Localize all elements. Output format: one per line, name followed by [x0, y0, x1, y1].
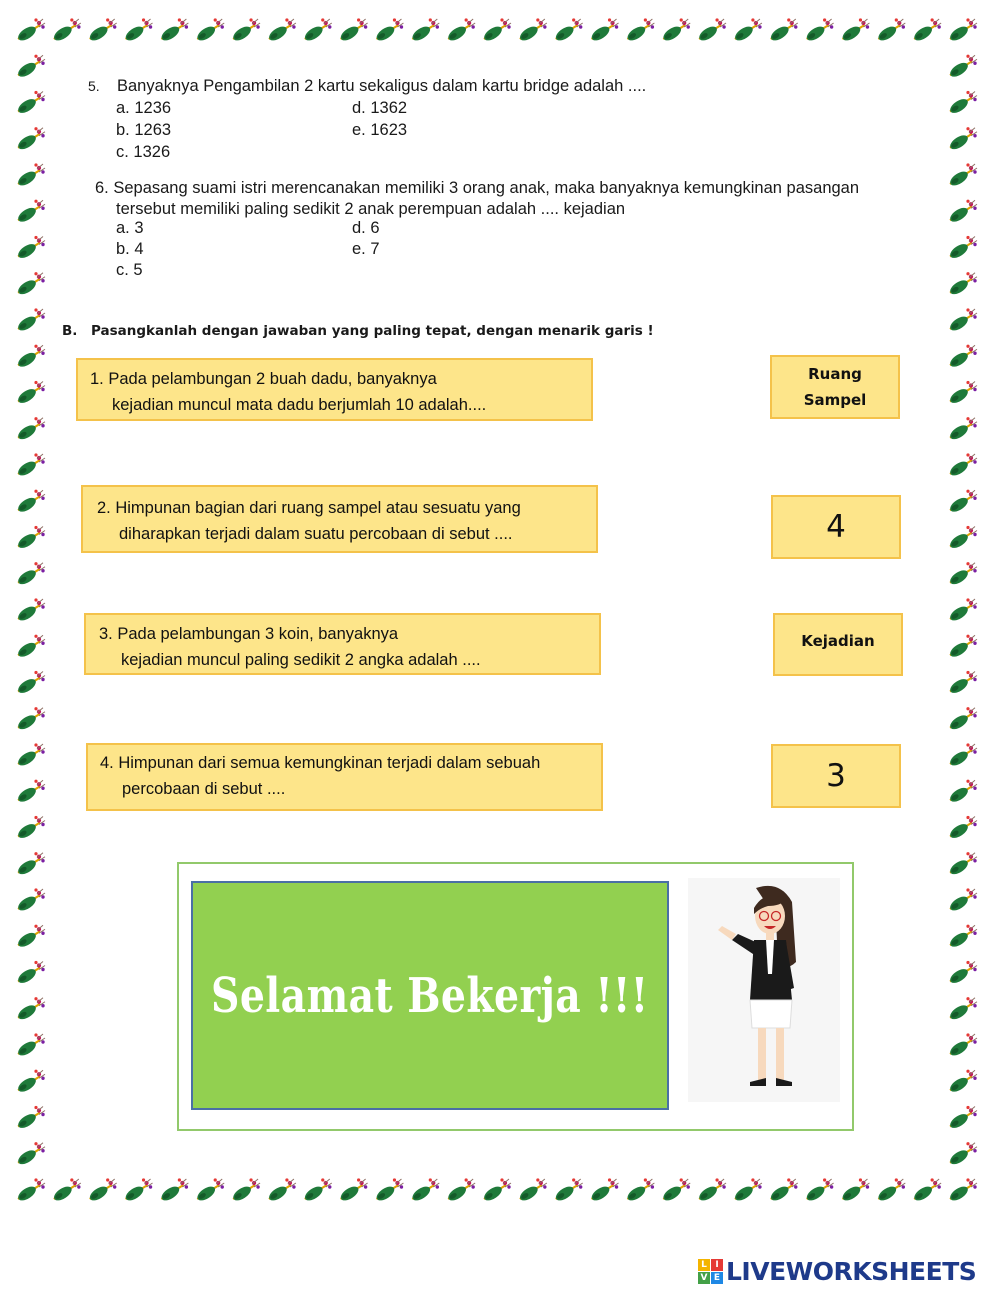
match-answer-4-value: 3: [826, 758, 846, 794]
border-leaf-icon: [16, 272, 45, 297]
border-leaf-icon: [16, 925, 45, 950]
q6-option-b: b. 4: [116, 240, 144, 258]
border-leaf-icon: [482, 18, 511, 43]
border-leaf-icon: [948, 417, 977, 442]
match-question-1-line2: kejadian muncul mata dadu berjumlah 10 adalah....: [112, 396, 487, 414]
match-question-4-line2: percobaan di sebut ....: [122, 780, 286, 798]
border-leaf-icon: [948, 236, 977, 261]
banner-panel: [191, 881, 669, 1110]
border-leaf-icon: [16, 236, 45, 261]
border-leaf-icon: [948, 852, 977, 877]
border-leaf-icon: [446, 1178, 475, 1203]
match-answer-1-line1: Ruang: [808, 365, 862, 383]
border-leaf-icon: [374, 18, 403, 43]
section-b-label: B.: [62, 323, 78, 339]
match-answer-1-line2: Sampel: [803, 391, 867, 409]
border-leaf-icon: [88, 18, 117, 43]
border-leaf-icon: [948, 345, 977, 370]
match-answer-3[interactable]: [771, 744, 901, 808]
q6-option-a: a. 3: [116, 219, 144, 237]
match-answer-kejadian[interactable]: [773, 613, 903, 676]
border-leaf-icon: [446, 18, 475, 43]
border-leaf-icon: [948, 925, 977, 950]
border-leaf-icon: [697, 18, 726, 43]
border-leaf-icon: [16, 381, 45, 406]
match-question-1-line1: 1. Pada pelambungan 2 buah dadu, banyaknya: [90, 370, 437, 388]
border-leaf-icon: [948, 1178, 977, 1203]
border-leaf-icon: [518, 18, 547, 43]
border-leaf-icon: [159, 1178, 188, 1203]
border-leaf-icon: [948, 91, 977, 116]
border-leaf-icon: [948, 635, 977, 660]
border-leaf-icon: [231, 1178, 260, 1203]
border-leaf-icon: [948, 562, 977, 587]
border-leaf-icon: [876, 1178, 905, 1203]
q6-option-d: d. 6: [352, 219, 380, 237]
border-leaf-icon: [159, 18, 188, 43]
border-leaf-icon: [16, 526, 45, 551]
section-b-instruction: Pasangkanlah dengan jawaban yang paling tepat, dengan menarik garis !: [91, 323, 654, 339]
border-leaf-icon: [948, 272, 977, 297]
border-leaf-icon: [948, 997, 977, 1022]
border-leaf-icon: [948, 598, 977, 623]
border-leaf-icon: [16, 1178, 45, 1203]
border-leaf-icon: [410, 1178, 439, 1203]
border-leaf-icon: [948, 381, 977, 406]
border-leaf-icon: [303, 18, 332, 43]
border-leaf-icon: [948, 780, 977, 805]
border-leaf-icon: [16, 635, 45, 660]
match-question-4-line1: 4. Himpunan dari semua kemungkinan terjadi dalam sebuah: [100, 754, 541, 772]
border-leaf-icon: [410, 18, 439, 43]
match-question-2-line2: diharapkan terjadi dalam suatu percobaan di sebut ....: [119, 525, 513, 543]
q5-option-a: a. 1236: [116, 99, 172, 117]
match-answer-ruang-sampel[interactable]: [770, 355, 900, 419]
border-leaf-icon: [948, 453, 977, 478]
border-leaf-icon: [948, 671, 977, 696]
border-leaf-icon: [948, 490, 977, 515]
border-leaf-icon: [697, 1178, 726, 1203]
border-leaf-icon: [912, 18, 941, 43]
match-answer-3-value: Kejadian: [801, 632, 875, 650]
border-leaf-icon: [661, 1178, 690, 1203]
border-leaf-icon: [16, 417, 45, 442]
border-leaf-icon: [16, 707, 45, 732]
logo-letter-l: L: [698, 1259, 710, 1271]
border-leaf-icon: [948, 707, 977, 732]
border-leaf-icon: [16, 200, 45, 225]
match-question-2-line1: 2. Himpunan bagian dari ruang sampel atau sesuatu yang: [97, 499, 521, 517]
q6-option-e: e. 7: [352, 240, 380, 258]
border-leaf-icon: [948, 816, 977, 841]
match-question-3[interactable]: [84, 613, 601, 675]
border-leaf-icon: [16, 308, 45, 333]
teacher-illustration: [688, 878, 840, 1102]
border-leaf-icon: [625, 1178, 654, 1203]
logo-letter-i: I: [711, 1259, 723, 1271]
border-leaf-icon: [52, 1178, 81, 1203]
banner-text: Selamat Bekerja !!!: [211, 967, 649, 1024]
border-leaf-icon: [554, 1178, 583, 1203]
border-leaf-icon: [16, 55, 45, 80]
border-leaf-icon: [16, 671, 45, 696]
border-leaf-icon: [948, 526, 977, 551]
border-leaf-icon: [16, 888, 45, 913]
q6-option-c: c. 5: [116, 261, 143, 279]
match-question-4[interactable]: [86, 743, 603, 811]
border-leaf-icon: [805, 18, 834, 43]
match-question-2[interactable]: [81, 485, 598, 553]
border-leaf-icon: [339, 1178, 368, 1203]
border-leaf-icon: [16, 163, 45, 188]
border-leaf-icon: [16, 562, 45, 587]
border-leaf-icon: [948, 961, 977, 986]
question-5-number: 5.: [88, 78, 100, 94]
border-leaf-icon: [589, 18, 618, 43]
border-leaf-icon: [518, 1178, 547, 1203]
border-leaf-icon: [912, 1178, 941, 1203]
border-leaf-icon: [16, 1106, 45, 1131]
match-answer-4[interactable]: [771, 495, 901, 559]
border-leaf-icon: [267, 1178, 296, 1203]
border-leaf-icon: [769, 18, 798, 43]
border-leaf-icon: [195, 1178, 224, 1203]
border-leaf-icon: [948, 1070, 977, 1095]
border-leaf-icon: [948, 55, 977, 80]
match-question-1[interactable]: [76, 358, 593, 421]
border-leaf-icon: [16, 1033, 45, 1058]
border-leaf-icon: [16, 598, 45, 623]
border-leaf-icon: [16, 1142, 45, 1167]
border-leaf-icon: [16, 997, 45, 1022]
border-leaf-icon: [16, 18, 45, 43]
border-leaf-icon: [948, 127, 977, 152]
border-leaf-icon: [733, 18, 762, 43]
border-leaf-icon: [948, 308, 977, 333]
border-leaf-icon: [948, 163, 977, 188]
q5-option-b: b. 1263: [116, 121, 172, 139]
border-leaf-icon: [123, 18, 152, 43]
border-leaf-icon: [589, 1178, 618, 1203]
q5-option-d: d. 1362: [352, 99, 408, 117]
border-leaf-icon: [554, 18, 583, 43]
border-leaf-icon: [16, 780, 45, 805]
question-6-line1: 6. Sepasang suami istri merencanakan memiliki 3 orang anak, maka banyaknya kemungkinan pasangan: [95, 179, 860, 197]
border-leaf-icon: [52, 18, 81, 43]
border-leaf-icon: [303, 1178, 332, 1203]
border-leaf-icon: [661, 18, 690, 43]
border-leaf-icon: [625, 18, 654, 43]
border-leaf-icon: [948, 1033, 977, 1058]
question-6-line2: tersebut memiliki paling sedikit 2 anak perempuan adalah .... kejadian: [116, 200, 626, 218]
border-leaf-icon: [769, 1178, 798, 1203]
liveworksheets-brand-text: LIVEWORKSHEETS: [726, 1256, 977, 1286]
match-question-3-line2: kejadian muncul paling sedikit 2 angka adalah ....: [121, 651, 481, 669]
border-leaf-icon: [948, 888, 977, 913]
border-leaf-icon: [16, 1070, 45, 1095]
border-leaf-icon: [948, 200, 977, 225]
liveworksheets-logo-icon: [698, 1259, 723, 1284]
border-leaf-icon: [948, 1106, 977, 1131]
border-leaf-icon: [374, 1178, 403, 1203]
border-leaf-icon: [88, 1178, 117, 1203]
border-leaf-icon: [16, 961, 45, 986]
border-leaf-icon: [16, 816, 45, 841]
border-leaf-icon: [840, 1178, 869, 1203]
border-leaf-icon: [231, 18, 260, 43]
border-leaf-icon: [16, 91, 45, 116]
liveworksheets-logo[interactable]: [698, 1256, 976, 1286]
border-leaf-icon: [267, 18, 296, 43]
border-leaf-icon: [805, 1178, 834, 1203]
border-leaf-icon: [733, 1178, 762, 1203]
teacher-figure-icon: [688, 878, 840, 1102]
border-leaf-icon: [948, 743, 977, 768]
border-leaf-icon: [16, 743, 45, 768]
border-leaf-icon: [840, 18, 869, 43]
border-leaf-icon: [339, 18, 368, 43]
logo-letter-v: V: [698, 1272, 710, 1284]
q5-option-e: e. 1623: [352, 121, 408, 139]
border-leaf-icon: [876, 18, 905, 43]
match-answer-2-value: 4: [826, 509, 846, 545]
border-leaf-icon: [16, 345, 45, 370]
border-leaf-icon: [482, 1178, 511, 1203]
border-leaf-icon: [16, 453, 45, 478]
match-question-3-line1: 3. Pada pelambungan 3 koin, banyaknya: [99, 625, 399, 643]
border-leaf-icon: [16, 852, 45, 877]
question-5-text: Banyaknya Pengambilan 2 kartu sekaligus dalam kartu bridge adalah ....: [117, 77, 647, 95]
logo-letter-e: E: [711, 1272, 723, 1284]
border-leaf-icon: [948, 1142, 977, 1167]
border-leaf-icon: [123, 1178, 152, 1203]
border-leaf-icon: [16, 490, 45, 515]
border-leaf-icon: [948, 18, 977, 43]
border-leaf-icon: [195, 18, 224, 43]
q5-option-c: c. 1326: [116, 143, 171, 161]
border-leaf-icon: [16, 127, 45, 152]
